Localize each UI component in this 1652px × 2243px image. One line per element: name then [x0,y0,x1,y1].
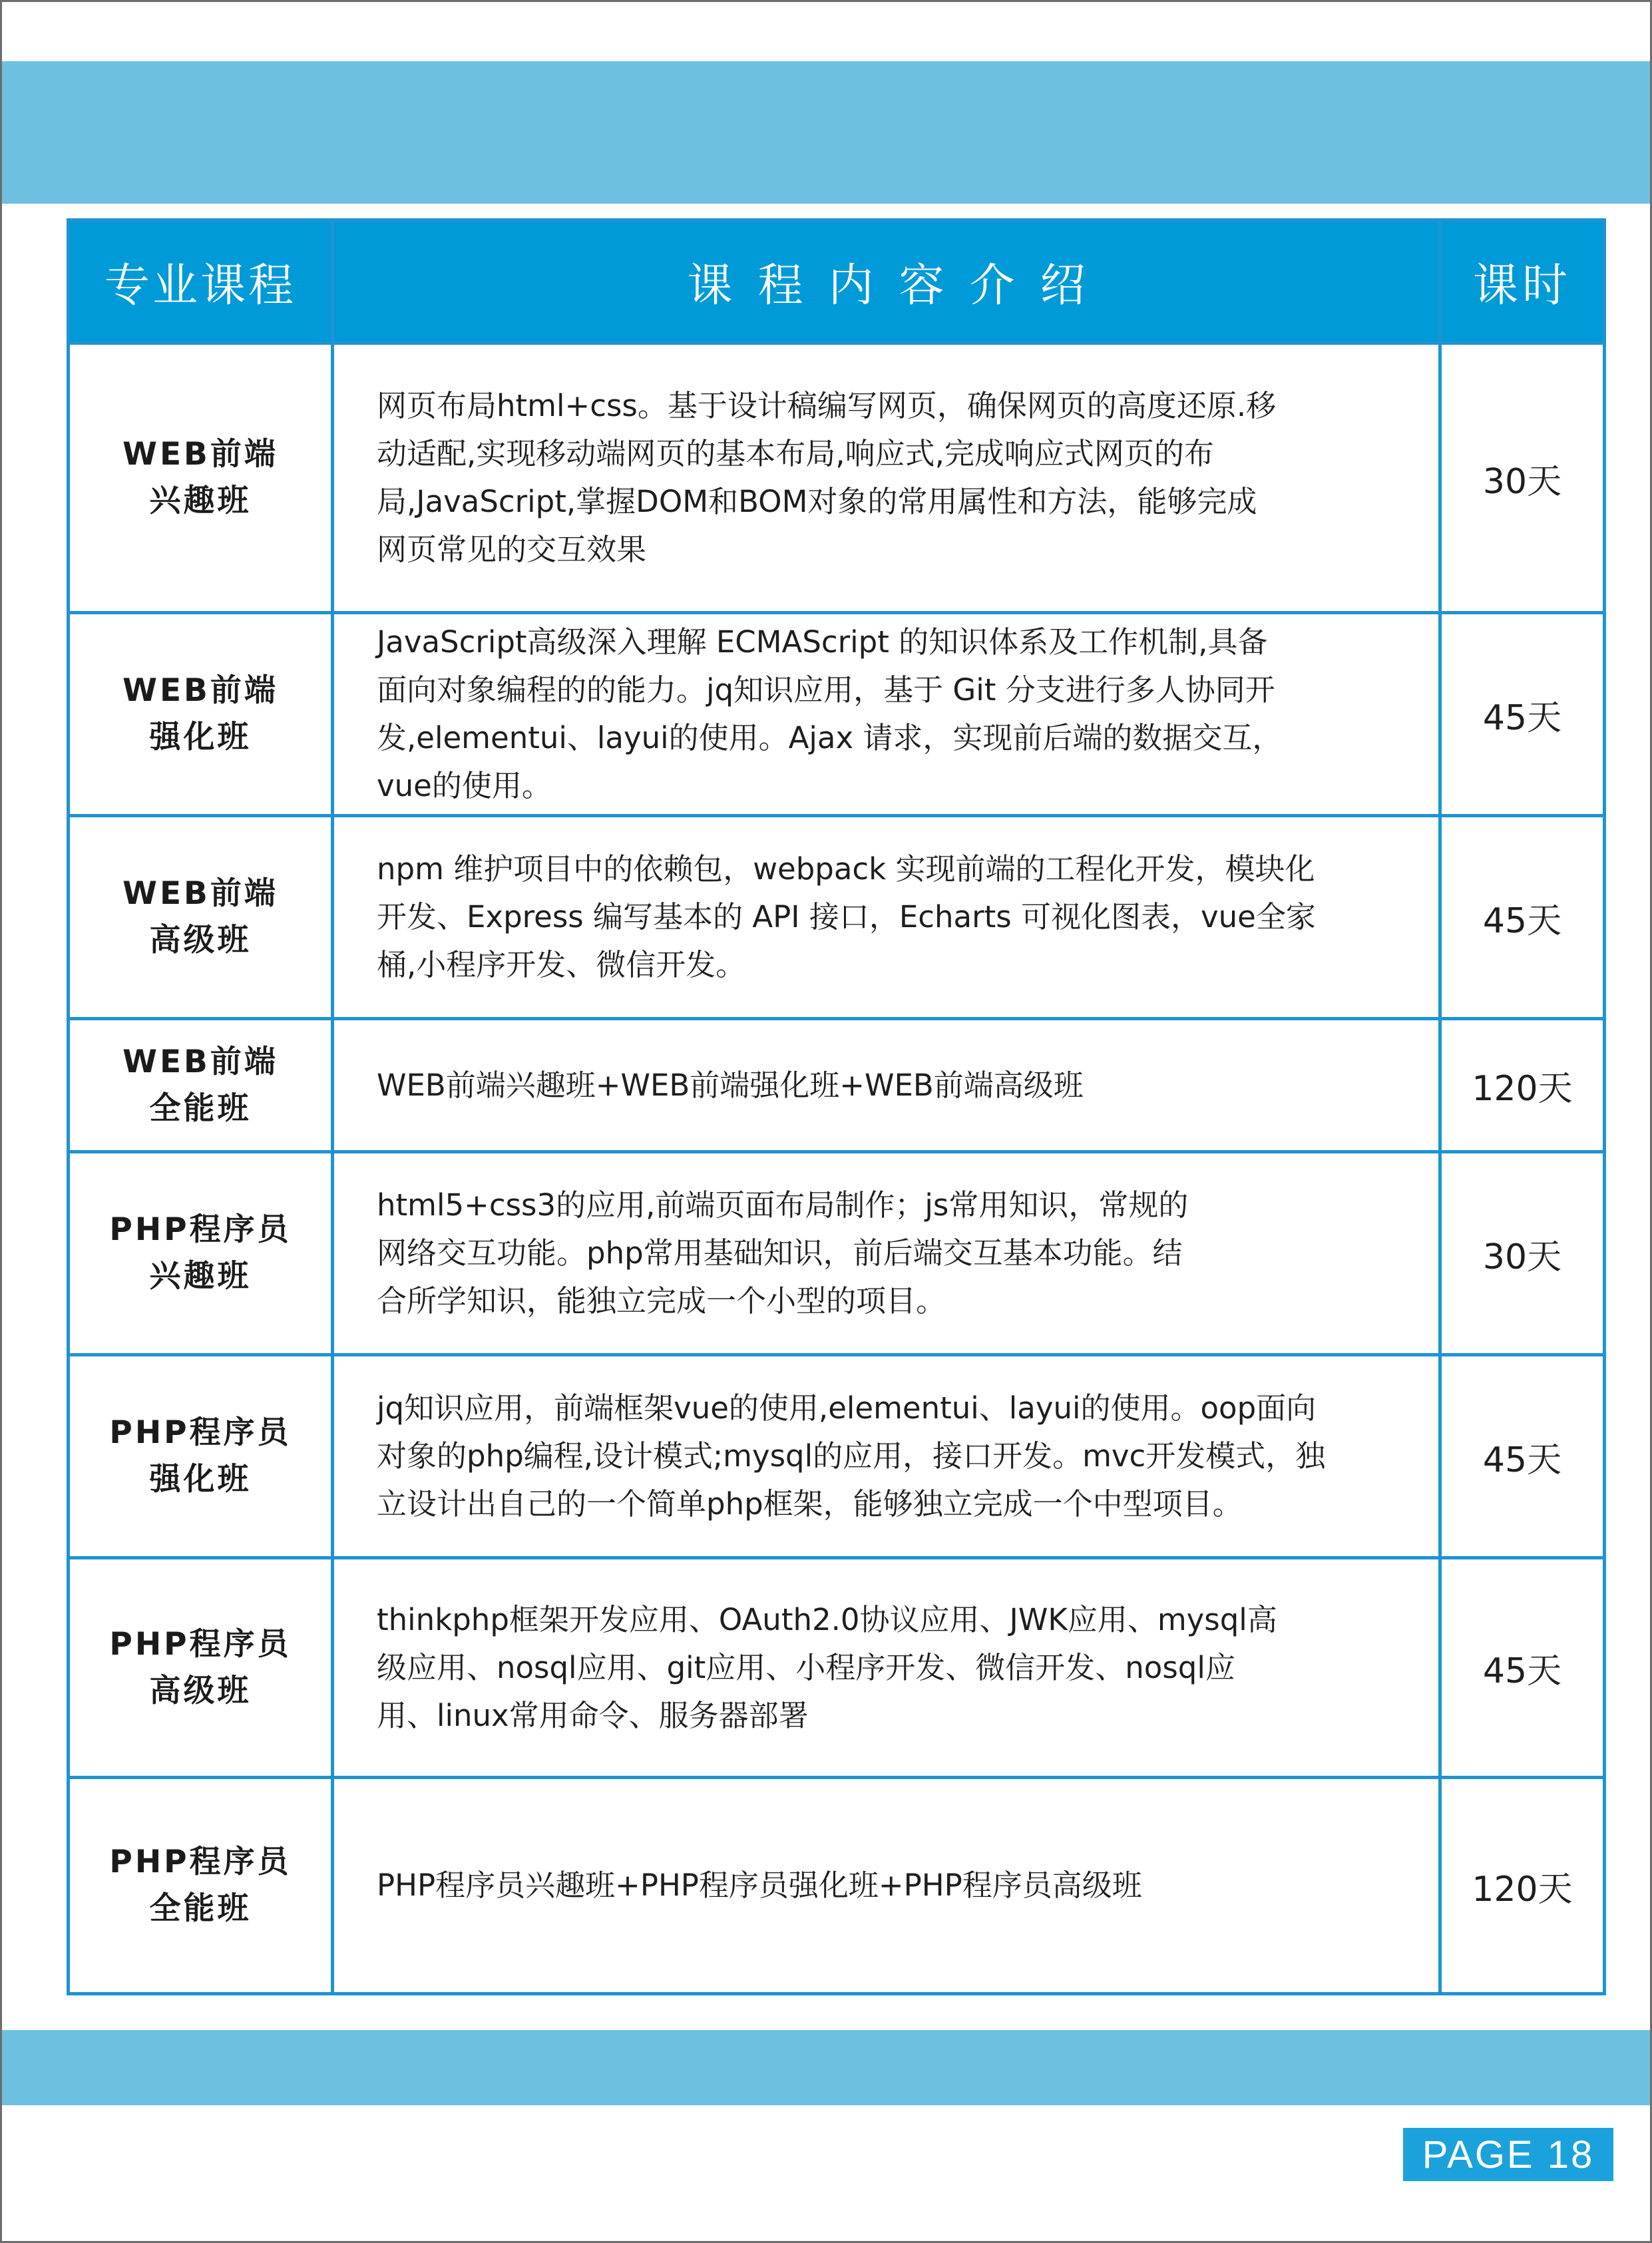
course-description-line: 用、linux常用命令、服务器部署 [377,1697,809,1733]
course-description-line: thinkphp框架开发应用、OAuth2.0协议应用、JWK应用、mysql高 [377,1601,1277,1637]
course-name-cell [69,343,333,613]
course-description-cell [333,1019,1440,1152]
course-description-cell [333,613,1440,816]
course-name-line: 强化班 [149,1461,252,1498]
course-name-line: 全能班 [149,1090,252,1127]
course-description-cell [333,816,1440,1019]
course-description-cell [333,1152,1440,1355]
bottom-decorative-band [2,2030,1650,2105]
header-course-content: 课程内容介绍 [333,220,1440,343]
course-name-line: 全能班 [149,1890,252,1927]
course-name-cell [69,1355,333,1558]
course-name-cell [69,1019,333,1152]
table-body [69,343,1605,1994]
course-name-line: PHP程序员 [109,1844,292,1880]
course-hours-cell: 120天 [1440,1778,1605,1994]
table-row [69,1355,1605,1558]
header-course-hours: 课时 [1440,220,1605,343]
course-hours-cell: 45天 [1440,1355,1605,1558]
table-row [69,1019,1605,1152]
course-hours-cell: 45天 [1440,1558,1605,1778]
course-name-line: 高级班 [149,922,252,958]
course-description-line: JavaScript高级深入理解 ECMAScript 的知识体系及工作机制,具备 [377,624,1268,660]
table-row [69,613,1605,816]
course-table [67,218,1606,1995]
course-name-line: 兴趣班 [149,1258,252,1295]
course-description-line: 局,JavaScript,掌握DOM和BOM对象的常用属性和方法，能够完成 [377,484,1257,519]
course-description-line: 合所学知识，能独立完成一个小型的项目。 [377,1283,946,1319]
course-name-line: WEB前端 [122,875,278,912]
course-hours-cell: 30天 [1440,1152,1605,1355]
course-description-line: 桶,小程序开发、微信开发。 [377,947,746,982]
course-name-cell [69,1778,333,1994]
course-hours-cell: 30天 [1440,343,1605,613]
course-hours-cell: 120天 [1440,1019,1605,1152]
header-course-name: 专业课程 [69,220,333,343]
table-row [69,816,1605,1019]
course-description-cell [333,1778,1440,1994]
course-hours-cell: 45天 [1440,613,1605,816]
course-description-line: 面向对象编程的的能力。jq知识应用，基于 Git 分支进行多人协同开 [377,672,1275,708]
course-name-cell [69,613,333,816]
course-description-cell [333,1558,1440,1778]
course-name-line: 高级班 [149,1672,252,1709]
course-name-line: PHP程序员 [109,1625,292,1663]
table-row [69,1778,1605,1994]
course-name-line: WEB前端 [122,672,278,709]
course-description-line: 对象的php编程,设计模式;mysql的应用，接口开发。mvc开发模式，独 [377,1438,1326,1474]
table-row [69,1152,1605,1355]
course-description-cell [333,343,1440,613]
course-name-line: PHP程序员 [109,1414,292,1451]
course-name-cell [69,816,333,1019]
course-description-cell [333,1355,1440,1558]
course-description-line: 发,elementui、layui的使用。Ajax 请求，实现前后端的数据交互， [377,720,1283,755]
course-name-line: 兴趣班 [149,483,252,519]
course-description-line: 动适配,实现移动端网页的基本布局,响应式,完成响应式网页的布 [377,436,1214,471]
top-decorative-band [2,61,1650,204]
course-hours-cell: 45天 [1440,816,1605,1019]
course-description-line: PHP程序员兴趣班+PHP程序员强化班+PHP程序员高级班 [377,1868,1142,1903]
course-description-line: 立设计出自己的一个简单php框架，能够独立完成一个中型项目。 [377,1486,1243,1522]
course-description-line: 网络交互功能。php常用基础知识，前后端交互基本功能。结 [377,1235,1183,1271]
course-name-line: WEB前端 [122,436,278,473]
course-description-line: jq知识应用，前端框架vue的使用,elementui、layui的使用。oop面向 [377,1390,1317,1426]
table-header-row [69,220,1605,343]
course-description-line: vue的使用。 [377,768,552,803]
course-description-line: 级应用、nosql应用、git应用、小程序开发、微信开发、nosql应 [377,1649,1235,1685]
course-name-line: WEB前端 [122,1043,278,1080]
course-description-line: 开发、Express 编写基本的 API 接口，Echarts 可视化图表，vue全家 [377,899,1316,934]
course-name-cell [69,1152,333,1355]
table-row [69,343,1605,613]
table-row [69,1558,1605,1778]
course-description-line: html5+css3的应用,前端页面布局制作；js常用知识，常规的 [377,1187,1189,1223]
page-number-badge: PAGE 18 [1403,2128,1613,2181]
course-description-line: npm 维护项目中的依赖包，webpack 实现前端的工程化开发，模块化 [377,851,1315,887]
course-description-line: WEB前端兴趣班+WEB前端强化班+WEB前端高级班 [377,1067,1084,1103]
course-description-line: 网页布局html+css。基于设计稿编写网页，确保网页的高度还原.移 [377,388,1277,423]
course-name-line: PHP程序员 [109,1211,292,1248]
course-name-line: 强化班 [149,719,252,755]
course-description-line: 网页常见的交互效果 [377,532,647,567]
course-name-cell [69,1558,333,1778]
